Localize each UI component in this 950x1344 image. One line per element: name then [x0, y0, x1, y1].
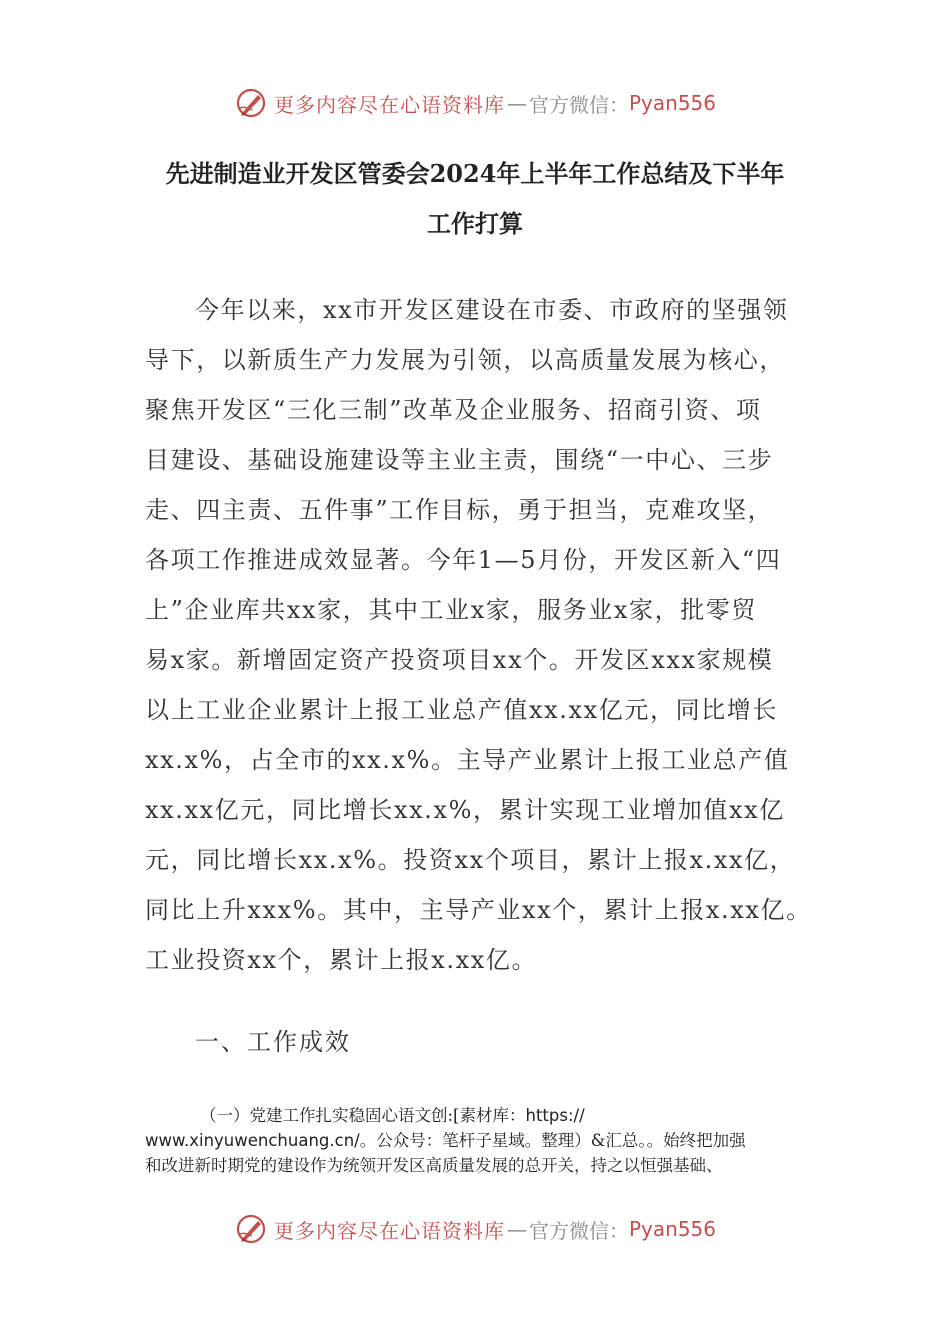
paragraph-line: 今年以来，xx市开发区建设在市委、市政府的坚强领 [195, 296, 789, 324]
subsection-line-2 [145, 1127, 746, 1151]
banner-promo-text: 更多内容尽在心语资料库 [273, 1218, 505, 1243]
paragraph-line: 同比上升xxx%。其中，主导产业xx个，累计上报x.xx亿。 [145, 896, 812, 924]
paragraph-line: 元，同比增长xx.x%。投资xx个项目，累计上报x.xx亿， [145, 846, 796, 874]
paragraph-line: 导下，以新质生产力发展为引领，以高质量发展为核心， [145, 346, 785, 374]
subsection-heading-text: （一）党建工作扎实稳固心语文创:[素材库： [200, 1106, 526, 1125]
pen-logo-icon [234, 86, 268, 120]
paragraph-line: 聚焦开发区“三化三制”改革及企业服务、招商引资、项 [145, 396, 762, 424]
banner-contact-label: 官方微信： [528, 92, 629, 117]
paragraph-line: 目建设、基础设施建设等主业主责，围绕“一中心、三步 [145, 446, 774, 474]
paragraph-line: 上”企业库共xx家，其中工业x家，服务业x家，批零贸 [145, 596, 758, 624]
banner-contact-label: 官方微信： [528, 1218, 629, 1243]
paragraph-line: xx.xx亿元，同比增长xx.x%，累计实现工业增加值xx亿 [145, 796, 785, 824]
document-title-line-2: 工作打算 [427, 209, 523, 238]
source-url-part-2[interactable]: www.xinyuwenchuang.cn/ [145, 1131, 360, 1150]
banner-wechat-id: Pyan556 [628, 91, 716, 115]
subsection-line-3: 和改进新时期党的建设作为统领开发区高质量发展的总开关，持之以恒强基础、 [145, 1156, 723, 1175]
section-heading: 一、工作成效 [195, 1028, 351, 1056]
header-banner [0, 81, 950, 125]
banner-separator: — [506, 91, 527, 115]
paragraph-line: 易x家。新增固定资产投资项目xx个。开发区xxx家规模 [145, 646, 774, 674]
paragraph-line: xx.x%，占全市的xx.x%。主导产业累计上报工业总产值 [145, 746, 790, 774]
paragraph-line: 以上工业企业累计上报工业总产值xx.xx亿元，同比增长 [145, 696, 778, 724]
banner-promo-text: 更多内容尽在心语资料库 [273, 92, 505, 117]
pen-logo-icon [234, 1212, 268, 1246]
paragraph-line: 工业投资xx个，累计上报x.xx亿。 [145, 946, 538, 974]
paragraph-line: 走、四主责、五件事”工作目标，勇于担当，克难攻坚， [145, 496, 774, 524]
source-url-part-1[interactable]: https:// [525, 1106, 585, 1125]
banner-separator: — [506, 1217, 527, 1241]
subsection-line-2-text: 。公众号：笔杆子星域。整理）&汇总。。始终把加强 [359, 1131, 746, 1150]
document-title-line-1: 先进制造业开发区管委会2024年上半年工作总结及下半年 [165, 159, 785, 188]
subsection-line-1 [200, 1102, 585, 1126]
paragraph-line: 各项工作推进成效显著。今年1—5月份，开发区新入“四 [145, 546, 782, 574]
banner-wechat-id: Pyan556 [628, 1217, 716, 1241]
footer-banner [0, 1207, 950, 1251]
